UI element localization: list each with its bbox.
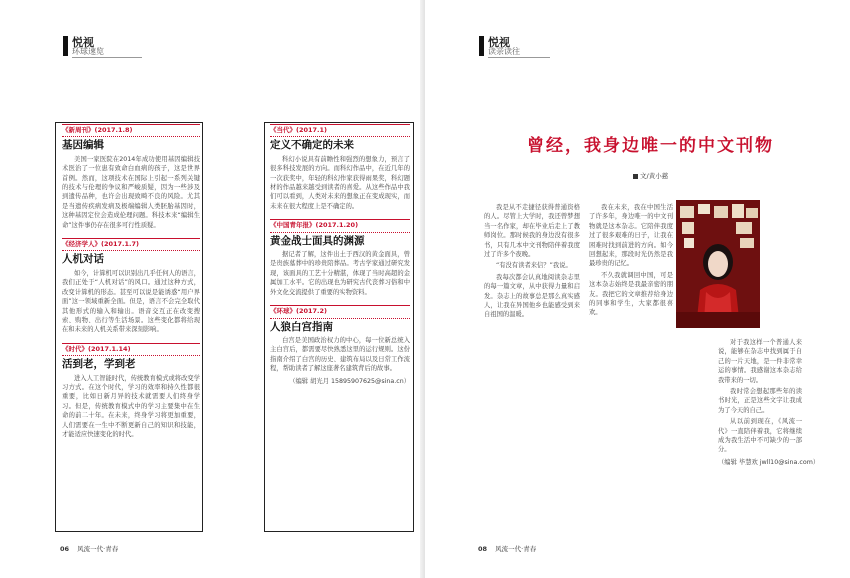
article-source: 《经济学人》(2017.1.7)	[62, 238, 200, 251]
article-title: 黄金战士面具的渊源	[270, 234, 365, 247]
article-title: 人机对话	[62, 253, 104, 266]
page-number: 06	[60, 545, 70, 553]
article-body: 据记者了解，这件出土于西汉的黄金面具，曾是贵族墓葬中的珍贵陪葬品。考古学家通过研究发现，该面具的工艺十分精湛，体现了当时高超的金属加工水平。它的出现也为研究古代丧葬习俗和中外文化交流提供了重要的实物资料。	[270, 251, 410, 296]
page-number: 08	[478, 545, 488, 553]
body-paragraph: 对于我这样一个普通人来说，能够在杂志中找到属于自己的一片天地，是一件非常幸运的事情。我感谢这本杂志给我带来的一切。	[718, 339, 802, 384]
article-main-title: 曾经，我身边唯一的中文刊物	[527, 136, 774, 156]
article-source: 《新周刊》(2017.1.8)	[62, 124, 200, 137]
header-rule	[72, 57, 142, 58]
header-title: 悦视	[72, 36, 94, 49]
magazine-name: 风流一代·青春	[495, 545, 537, 553]
body-paragraph: “有没有读者来信？”我说。	[496, 262, 572, 270]
right-body-column-1	[484, 203, 580, 322]
header-subtitle: 环球速览	[72, 47, 104, 56]
article-title: 定义不确定的未来	[270, 139, 354, 152]
body-paragraph: 我在未来，我在中国生活了许多年，身边唯一的中文刊物就是这本杂志。它陪伴我度过了很多艰难的日子，让我在困难时找到前进的方向。如今回想起来，那段时光仍然是我最珍贵的记忆。	[589, 204, 673, 268]
article-source: 《当代》(2017.1)	[270, 124, 410, 137]
article-body: 如今，计算机可以识别出几乎任何人的语言，我们正处于“人机对话”的风口。通过这种方式，改变计算机的形态。甚至可以说是能诱惑“用户界面”这一领域重新全面。但是，语言不会完全取代其他形式的输入和输出。语音交互正在改变搜索、购物、出行等生活场景。这些变化都将给现在和未来的人机关系带来深刻影响。	[62, 269, 200, 334]
byline-text: 文/黄小慈	[640, 172, 669, 180]
body-paragraph: 从以前到现在，《风流一代》一直陪伴着我，它将继续成为我生活中不可缺少的一部分。	[718, 418, 802, 454]
editor-note: （编辑 毕慧欢 jwll10@sina.com）	[718, 458, 820, 466]
header-bar	[63, 36, 68, 56]
magazine-name: 风流一代·青春	[77, 545, 119, 553]
byline-square-icon	[633, 174, 638, 179]
header-rule	[488, 57, 550, 58]
body-paragraph: 我每次都会认真地阅读杂志里的每一篇文章，从中获得力量和启发。杂志上的故事总是那么真实感人，让我在异国他乡也能感受到来自祖国的温暖。	[484, 273, 580, 319]
article-source: 《环球》(2017.2)	[270, 305, 410, 318]
right-column	[270, 118, 410, 386]
article-source: 《时代》(2017.1.14)	[62, 343, 200, 356]
body-paragraph: 不久我就调回中国，可是这本杂志始终是我最亲密的朋友。我把它的文章推荐给身边的同事和学生，大家都很喜欢。	[589, 271, 673, 317]
article-source: 《中国青年报》(2017.1.20)	[270, 219, 410, 232]
header-bar	[479, 36, 484, 56]
right-body-column-3	[718, 338, 820, 467]
page-footer-right	[478, 544, 536, 553]
right-body-column-2	[589, 203, 673, 320]
editor-note: （编辑 胡光月 15895907625@sina.cn）	[289, 377, 410, 385]
body-paragraph: 我是从不走捷径获得普通资格的人。尽管上大学时，我还曾梦想当一名作家，却在毕业后走上了教师岗位。那时候我的身边没有很多书，只有几本中文刊物陪伴着我度过了许多个夜晚。	[484, 204, 580, 259]
article-title: 人狼白宫指南	[270, 320, 333, 333]
article-byline	[633, 171, 668, 180]
author-photo	[676, 200, 760, 328]
article-title: 活到老，学到老	[62, 358, 136, 371]
left-column	[62, 118, 200, 441]
article-body: 白宫是美国政治权力的中心，每一位新总统入主白宫后，都需要尽快熟悉这里的运行规则。这份指南介绍了白宫的历史、建筑布局以及日常工作流程，帮助读者了解这座著名建筑背后的故事。	[270, 336, 410, 373]
header-title: 悦视	[488, 36, 510, 49]
article-title: 基因编辑	[62, 139, 104, 152]
article-body: 美国一家医院在2014年成功使用基因编辑技术医治了一位患有致命白血病的孩子，这是世界首例。然而，这项技术在国际上引起一系列关键的技术与伦理的争议和严峻质疑，因为一些涉及到遗传品种，也许会出现致畸不良的风险。尤其是当遗传疾病发病及极端编辑人类胚胎基因时，这种基因定位会造成伦理问题。科技本来“编辑生命”这件事仍存在很多可行性质疑。	[62, 155, 200, 229]
article-body: 进入人工智能时代，传统教育模式或将改变学习方式。在这个时代，学习的效率和持久性都很重要，比如日新月异的技术就需要人们终身学习。但是，传统教育模式中的学习主要集中在生命的前二十年。在未来，终身学习将更加重要，人们需要在一生中不断更新自己的知识和技能，才能适应快速变化的时代。	[62, 374, 200, 438]
author-photo-image	[676, 200, 760, 328]
header-subtitle: 读亲读往	[488, 47, 520, 56]
page-footer	[60, 544, 118, 553]
body-paragraph: 我时常会想起那些年的读书时光，正是这些文字让我成为了今天的自己。	[718, 388, 802, 414]
article-body: 科幻小说具有前瞻性和强烈的想象力，预言了很多科技发展的方向。而科幻作品中，在近几年的一次获奖中，年轻的科幻作家获得雨果奖，科幻题材的作品越来越受到读者的喜爱。从这些作品中我们可以看到，人类对未来的想象正在变成现实，而未来在很大程度上是不确定的。	[270, 155, 410, 210]
